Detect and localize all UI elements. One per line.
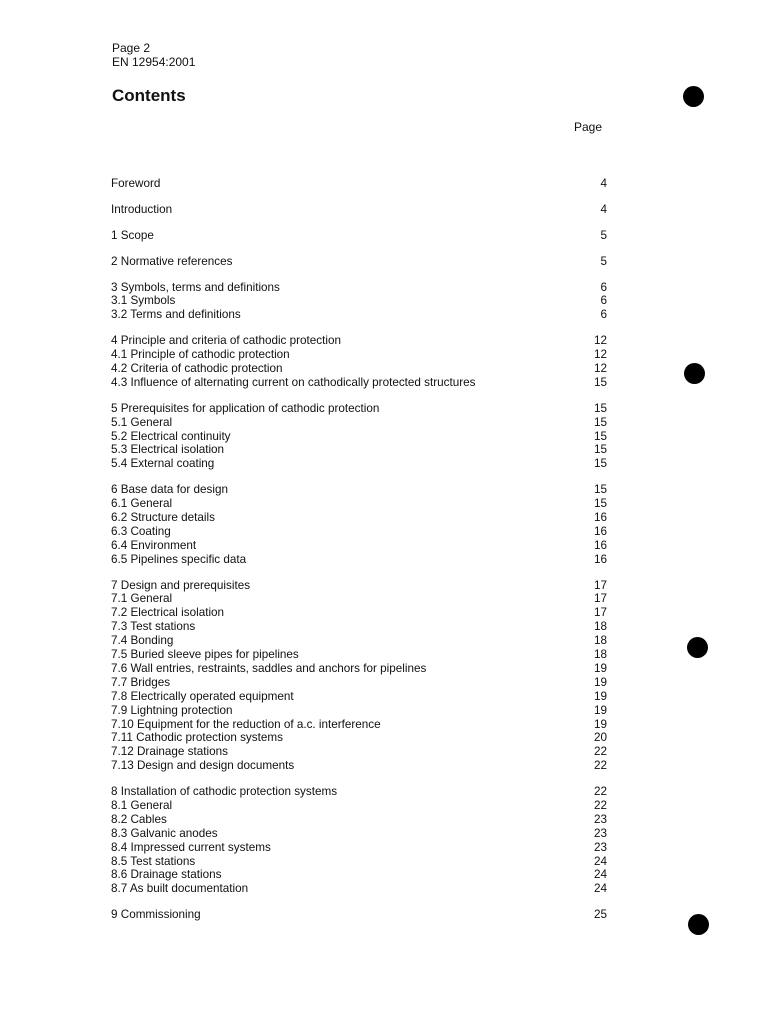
toc-entry-title: 7.4 Bonding	[111, 634, 174, 648]
toc-group	[111, 203, 607, 217]
toc-entry	[111, 402, 607, 416]
toc-entry-title: 3.1 Symbols	[111, 294, 176, 308]
toc-entry	[111, 813, 607, 827]
toc-entry-page: 6	[600, 280, 607, 294]
toc-entry	[111, 827, 607, 841]
toc-entry-title: 7.2 Electrical isolation	[111, 606, 225, 620]
toc-entry-title: 8.3 Galvanic anodes	[111, 826, 218, 840]
toc-entry-page: 24	[593, 882, 607, 896]
toc-entry-title: 4.2 Criteria of cathodic protection	[111, 362, 283, 376]
toc-entry	[111, 294, 607, 308]
toc-entry	[111, 553, 607, 567]
toc-entry-title: 6.4 Environment	[111, 538, 197, 552]
toc-entry	[111, 606, 607, 620]
toc-entry-title: Introduction	[111, 202, 173, 216]
toc-entry-page: 23	[593, 840, 607, 854]
toc-entry	[111, 731, 607, 745]
toc-entry-title: 7.10 Equipment for the reduction of a.c. interference	[111, 717, 381, 731]
toc-entry-page: 18	[593, 620, 607, 634]
toc-entry	[111, 785, 607, 799]
toc-entry	[111, 579, 607, 593]
toc-entry-title: 7.7 Bridges	[111, 675, 171, 689]
toc-group	[111, 579, 607, 773]
toc-entry-page: 4	[600, 202, 607, 216]
toc-entry	[111, 759, 607, 773]
toc-group	[111, 908, 607, 922]
toc-entry-title: 5.4 External coating	[111, 457, 215, 471]
toc-entry-title: 5 Prerequisites for application of cathodic protection	[111, 401, 380, 415]
toc-entry-page: 18	[593, 634, 607, 648]
toc-entry-page: 12	[593, 348, 607, 362]
toc-entry-page: 15	[593, 457, 607, 471]
toc-entry-page: 22	[593, 759, 607, 773]
toc-entry	[111, 511, 607, 525]
toc-group	[111, 483, 607, 566]
toc-entry-page: 15	[593, 443, 607, 457]
toc-entry-page: 15	[593, 429, 607, 443]
toc-entry-title: 7.5 Buried sleeve pipes for pipelines	[111, 648, 299, 662]
toc-entry-title: 8.4 Impressed current systems	[111, 840, 271, 854]
toc-entry-title: 8.6 Drainage stations	[111, 868, 222, 882]
toc-entry-title: 7.8 Electrically operated equipment	[111, 689, 294, 703]
toc-entry	[111, 620, 607, 634]
toc-entry-page: 20	[593, 731, 607, 745]
toc-entry	[111, 592, 607, 606]
binder-hole-icon	[687, 637, 708, 658]
toc-entry-page: 19	[593, 703, 607, 717]
toc-entry-title: 7 Design and prerequisites	[111, 578, 251, 592]
toc-entry	[111, 497, 607, 511]
binder-hole-icon	[683, 86, 704, 107]
toc-entry	[111, 281, 607, 295]
toc-entry-page: 16	[593, 538, 607, 552]
toc-entry-page: 19	[593, 661, 607, 675]
toc-entry-title: 7.12 Drainage stations	[111, 745, 228, 759]
toc-entry	[111, 690, 607, 704]
toc-entry	[111, 539, 607, 553]
toc-entry-title: 6.2 Structure details	[111, 511, 215, 525]
toc-entry	[111, 676, 607, 690]
toc-entry	[111, 799, 607, 813]
toc-entry	[111, 525, 607, 539]
toc-entry	[111, 634, 607, 648]
table-of-contents	[111, 177, 607, 934]
toc-entry	[111, 868, 607, 882]
toc-entry	[111, 416, 607, 430]
toc-entry	[111, 430, 607, 444]
toc-entry-title: 7.6 Wall entries, restraints, saddles and anchors for pipelines	[111, 661, 427, 675]
toc-entry	[111, 203, 607, 217]
toc-entry-page: 15	[593, 483, 607, 497]
toc-entry-title: 8.5 Test stations	[111, 854, 196, 868]
toc-entry-title: 2 Normative references	[111, 254, 233, 268]
toc-entry-title: 7.9 Lightning protection	[111, 703, 233, 717]
toc-entry	[111, 348, 607, 362]
toc-entry	[111, 362, 607, 376]
toc-entry-page: 5	[600, 254, 607, 268]
toc-group	[111, 229, 607, 243]
toc-entry-title: 8.1 General	[111, 798, 173, 812]
toc-entry-page: 19	[593, 689, 607, 703]
toc-entry	[111, 255, 607, 269]
toc-entry-title: 3.2 Terms and definitions	[111, 308, 241, 322]
toc-entry	[111, 483, 607, 497]
toc-entry-page: 5	[600, 228, 607, 242]
toc-entry-page: 17	[593, 606, 607, 620]
toc-entry-page: 6	[600, 308, 607, 322]
toc-entry	[111, 229, 607, 243]
toc-entry-title: Foreword	[111, 177, 161, 190]
toc-entry-title: 6.5 Pipelines specific data	[111, 552, 247, 566]
document-code: EN 12954:2001	[112, 55, 196, 69]
toc-entry	[111, 457, 607, 471]
page-column-header: Page	[574, 120, 603, 134]
toc-entry-page: 22	[593, 745, 607, 759]
toc-entry-page: 22	[593, 785, 607, 799]
toc-entry-page: 15	[593, 415, 607, 429]
toc-group	[111, 334, 607, 390]
toc-group	[111, 402, 607, 471]
toc-entry-page: 24	[593, 854, 607, 868]
toc-group	[111, 785, 607, 896]
toc-entry-title: 7.1 General	[111, 592, 173, 606]
toc-group	[111, 281, 607, 323]
toc-entry-page: 15	[593, 375, 607, 389]
page-label: Page 2	[112, 41, 151, 55]
toc-entry-page: 16	[593, 511, 607, 525]
toc-entry-page: 17	[593, 592, 607, 606]
toc-entry-page: 15	[593, 497, 607, 511]
binder-hole-icon	[688, 914, 709, 935]
toc-entry-title: 3 Symbols, terms and definitions	[111, 280, 280, 294]
toc-entry-title: 6.3 Coating	[111, 524, 171, 538]
toc-entry-page: 12	[593, 334, 607, 348]
toc-entry	[111, 443, 607, 457]
toc-entry-title: 8.7 As built documentation	[111, 882, 249, 896]
toc-entry	[111, 334, 607, 348]
toc-entry-title: 4 Principle and criteria of cathodic protection	[111, 334, 341, 348]
toc-entry-page: 4	[600, 177, 607, 190]
toc-entry-page: 19	[593, 717, 607, 731]
toc-group	[111, 255, 607, 269]
toc-entry	[111, 177, 607, 191]
toc-entry-page: 24	[593, 868, 607, 882]
toc-entry-title: 8 Installation of cathodic protection systems	[111, 785, 338, 799]
toc-entry-page: 6	[600, 294, 607, 308]
toc-entry	[111, 718, 607, 732]
toc-entry	[111, 648, 607, 662]
toc-entry-page: 16	[593, 552, 607, 566]
toc-entry	[111, 882, 607, 896]
toc-entry	[111, 704, 607, 718]
toc-entry-title: 6 Base data for design	[111, 483, 228, 497]
toc-entry	[111, 308, 607, 322]
toc-entry-title: 7.11 Cathodic protection systems	[111, 731, 283, 745]
toc-entry-page: 23	[593, 812, 607, 826]
toc-entry-page: 15	[593, 401, 607, 415]
toc-entry-title: 7.3 Test stations	[111, 620, 196, 634]
toc-entry-page: 25	[593, 908, 607, 922]
toc-entry	[111, 855, 607, 869]
toc-entry-page: 22	[593, 798, 607, 812]
toc-entry	[111, 376, 607, 390]
binder-hole-icon	[684, 363, 705, 384]
toc-entry-title: 5.1 General	[111, 415, 173, 429]
toc-entry-title: 8.2 Cables	[111, 812, 167, 826]
toc-entry-page: 17	[593, 578, 607, 592]
toc-entry	[111, 662, 607, 676]
toc-entry-title: 7.13 Design and design documents	[111, 759, 295, 773]
toc-entry-title: 6.1 General	[111, 497, 173, 511]
toc-entry	[111, 908, 607, 922]
toc-entry-title: 5.3 Electrical isolation	[111, 443, 225, 457]
toc-entry-title: 9 Commissioning	[111, 908, 201, 922]
toc-entry-title: 5.2 Electrical continuity	[111, 429, 231, 443]
toc-entry-title: 4.1 Principle of cathodic protection	[111, 348, 290, 362]
page-title: Contents	[112, 86, 186, 105]
toc-entry-page: 23	[593, 826, 607, 840]
toc-entry	[111, 745, 607, 759]
toc-group	[111, 177, 607, 191]
toc-entry-page: 16	[593, 524, 607, 538]
toc-entry	[111, 841, 607, 855]
toc-entry-page: 19	[593, 675, 607, 689]
toc-entry-page: 18	[593, 648, 607, 662]
toc-entry-title: 4.3 Influence of alternating current on cathodically protected structures	[111, 375, 476, 389]
toc-entry-page: 12	[593, 362, 607, 376]
toc-entry-title: 1 Scope	[111, 228, 154, 242]
